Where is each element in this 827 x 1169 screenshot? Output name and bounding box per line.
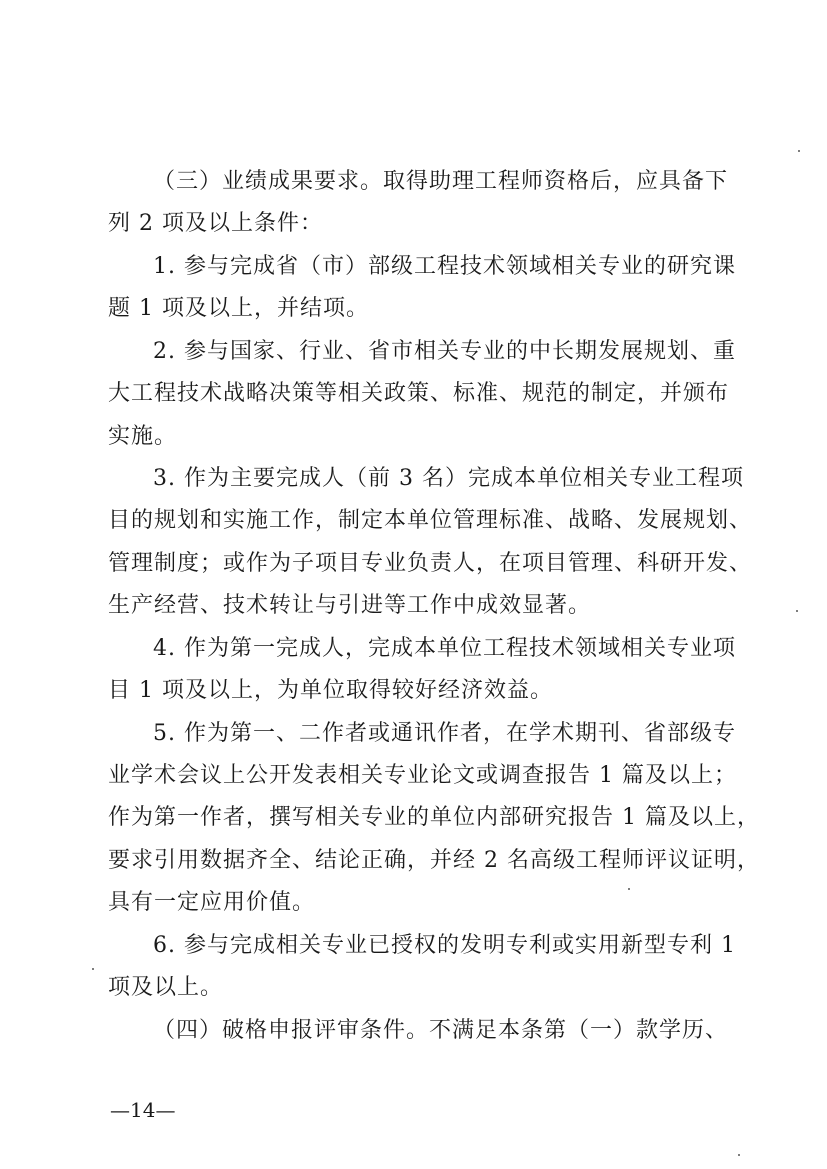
text-line: 3. 作为主要完成人（前 3 名）完成本单位相关专业工程项 xyxy=(153,466,744,491)
text-line: 实施。 xyxy=(108,424,178,449)
text-line: 项及以上。 xyxy=(108,975,224,1000)
text-line: 要求引用数据齐全、结论正确，并经 2 名高级工程师评议证明， xyxy=(108,848,760,873)
page-number: —14— xyxy=(110,1098,176,1122)
scan-speck xyxy=(628,888,630,890)
text-line: 业学术会议上公开发表相关专业论文或调查报告 1 篇及以上； xyxy=(108,763,737,788)
text-line: （三）业绩成果要求。取得助理工程师资格后，应具备下 xyxy=(153,169,729,194)
text-line: 大工程技术战略决策等相关政策、标准、规范的制定，并颁布 xyxy=(108,381,730,406)
text-line: 作为第一作者，撰写相关专业的单位内部研究报告 1 篇及以上， xyxy=(108,805,760,830)
text-line: 管理制度；或作为子项目专业负责人，在项目管理、科研开发、 xyxy=(108,551,753,576)
text-line: （四）破格申报评审条件。不满足本条第（一）款学历、 xyxy=(153,1018,729,1043)
scan-speck xyxy=(796,610,798,612)
text-line: 目 1 项及以上，为单位取得较好经济效益。 xyxy=(108,678,553,703)
text-line: 题 1 项及以上，并结项。 xyxy=(108,296,369,321)
text-line: 目的规划和实施工作，制定本单位管理标准、战略、发展规划、 xyxy=(108,508,753,533)
text-line: 2. 参与国家、行业、省市相关专业的中长期发展规划、重 xyxy=(153,339,736,364)
text-line: 1. 参与完成省（市）部级工程技术领域相关专业的研究课 xyxy=(153,254,736,279)
scan-speck xyxy=(738,1154,740,1156)
scan-speck xyxy=(798,150,800,152)
text-line: 生产经营、技术转让与引进等工作中成效显著。 xyxy=(108,593,592,618)
text-line: 4. 作为第一完成人，完成本单位工程技术领域相关专业项 xyxy=(153,636,736,661)
scan-speck xyxy=(92,968,94,970)
text-line: 具有一定应用价值。 xyxy=(108,890,316,915)
text-line: 5. 作为第一、二作者或通讯作者，在学术期刊、省部级专 xyxy=(153,721,736,746)
text-line: 列 2 项及以上条件： xyxy=(108,211,323,236)
text-line: 6. 参与完成相关专业已授权的发明专利或实用新型专利 1 xyxy=(153,933,736,958)
